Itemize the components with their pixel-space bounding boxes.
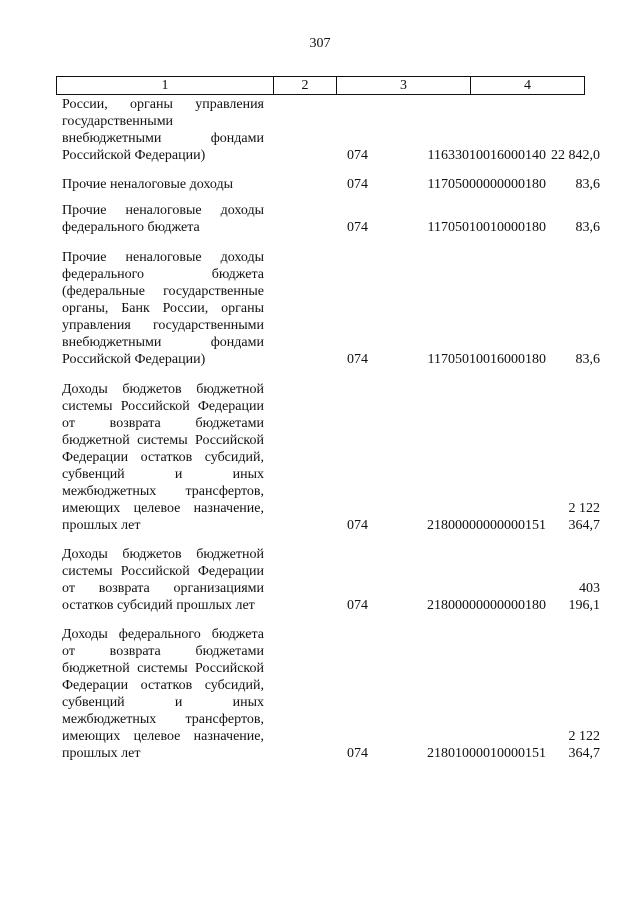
table-row — [62, 249, 600, 368]
table-row — [62, 202, 600, 236]
row-code: 074 — [347, 177, 368, 192]
row-code: 074 — [347, 518, 368, 533]
row-amount: 83,6 — [575, 220, 600, 235]
row-name: Прочие неналоговые доходы федерального бюджета — [62, 203, 264, 235]
table-header — [56, 76, 585, 95]
table-row — [62, 381, 600, 534]
row-kbk: 21800000000000151 — [427, 518, 546, 533]
row-code: 074 — [347, 352, 368, 367]
row-amount: 403 196,1 — [568, 581, 600, 613]
header-col-4: 4 — [524, 78, 531, 93]
row-code: 074 — [347, 220, 368, 235]
row-kbk: 11633010016000140 — [427, 148, 546, 163]
row-amount: 2 122 364,7 — [568, 501, 600, 533]
table-row — [62, 176, 600, 193]
table-row — [62, 96, 600, 164]
table-row — [62, 626, 600, 762]
table-body — [62, 96, 600, 762]
row-amount: 83,6 — [575, 177, 600, 192]
row-amount: 22 842,0 — [551, 148, 600, 163]
row-code: 074 — [347, 148, 368, 163]
row-name: Прочие неналоговые доходы федерального бюджета (федеральные государственные органы, Банк России, органы управления государственными внебюджетными фондами Российской Федерации) — [62, 250, 264, 367]
row-code: 074 — [347, 598, 368, 613]
row-name: Прочие неналоговые доходы — [62, 177, 234, 192]
header-col-1: 1 — [57, 77, 274, 94]
row-name: Доходы федерального бюджета от возврата бюджетами бюджетной системы Российской Федерации остатков субсидий, субвенций и иных межбюджетных трансфертов, имеющих целевое назначение, прошлых лет — [62, 627, 264, 761]
row-kbk: 11705010016000180 — [427, 352, 546, 367]
row-kbk: 21801000010000151 — [427, 746, 546, 761]
row-amount: 83,6 — [575, 352, 600, 367]
row-name: Доходы бюджетов бюджетной системы Российской Федерации от возврата бюджетами бюджетной системы Российской Федерации остатков субсидий, субвенций и иных межбюджетных трансфертов, имеющих целевое назначение, прошлых лет — [62, 382, 264, 533]
header-col-3: 3 — [337, 77, 471, 94]
row-kbk: 11705000000000180 — [427, 177, 546, 192]
row-kbk: 21800000000000180 — [427, 598, 546, 613]
header-col-2: 2 — [274, 77, 337, 94]
row-amount: 2 122 364,7 — [568, 729, 600, 761]
row-kbk: 11705010010000180 — [427, 220, 546, 235]
row-name: России, органы управления государственными внебюджетными фондами Российской Федерации) — [62, 97, 264, 163]
table-row — [62, 546, 600, 614]
row-code: 074 — [347, 746, 368, 761]
page-number: 307 — [309, 36, 331, 51]
row-name: Доходы бюджетов бюджетной системы Российской Федерации от возврата организациями остатков субсидий прошлых лет — [62, 547, 264, 613]
